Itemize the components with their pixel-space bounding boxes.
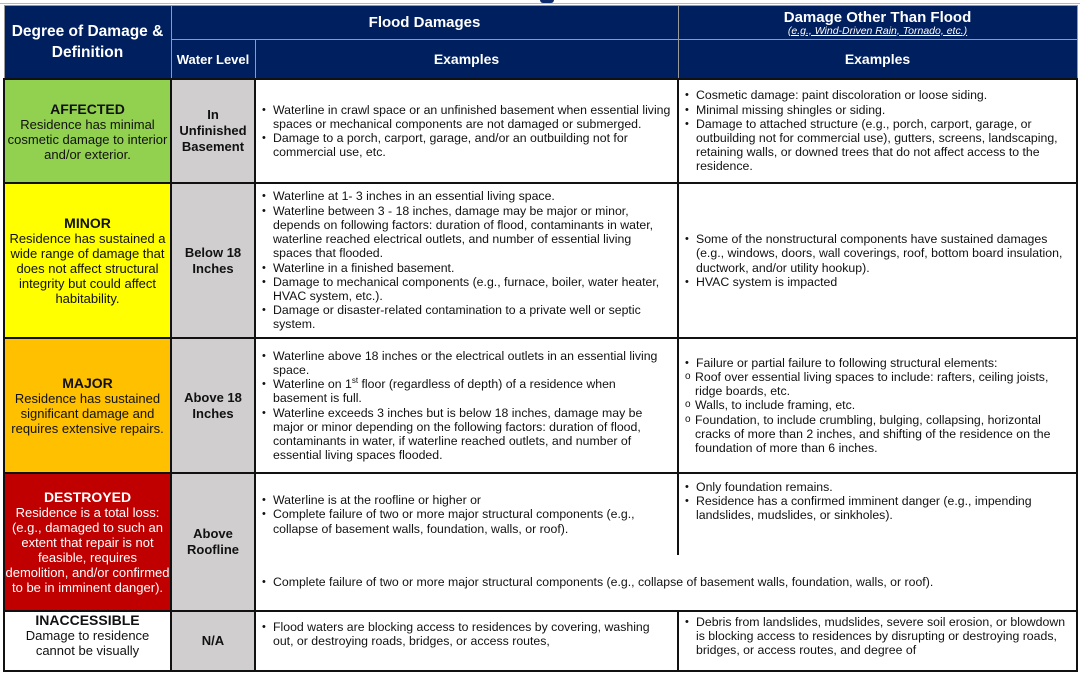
list-item: • Only foundation remains. bbox=[683, 480, 1072, 494]
sub-list-item: o Roof over essential living spaces to include: rafters, ceiling joists, ridge boards, etc. bbox=[683, 370, 1072, 398]
list-item: • Failure or partial failure to following structural elements: bbox=[683, 356, 1072, 370]
row-destroyed bbox=[4, 473, 1077, 555]
other-examples-minor bbox=[678, 183, 1077, 338]
header-flood-damages: Flood Damages bbox=[171, 6, 678, 40]
list-item: • Damage or disaster-related contamination to a private well or septic system. bbox=[260, 303, 673, 331]
list-item: • Waterline in crawl space or an unfinished basement when essential living spaces or mechanical components are not damaged or submerged. bbox=[260, 103, 673, 131]
list-item: • Debris from landslides, mudslides, severe soil erosion, or blowdown is blocking access to residences by disrupting or destroying roads, bridges, or access routes, and degree of bbox=[683, 615, 1072, 658]
list-item: • Waterline in a finished basement. bbox=[260, 261, 673, 275]
degree-title: AFFECTED bbox=[50, 100, 125, 117]
flood-examples-affected bbox=[255, 79, 678, 183]
list-item: • Waterline is at the roofline or higher or bbox=[260, 493, 673, 507]
header-other-examples: Examples bbox=[678, 40, 1077, 80]
both-examples-destroyed bbox=[255, 555, 1077, 611]
title-fragment bbox=[540, 0, 554, 3]
list-item: • Damage to attached structure (e.g., porch, carport, garage, or outbuilding not for commercial use), gutters, screens, landscaping, retaining walls, or downed trees that do not affect access to the residence. bbox=[683, 117, 1072, 174]
other-examples-inaccessible bbox=[678, 611, 1077, 671]
list-item: • Flood waters are blocking access to residences by covering, washing out, or destroying roads, bridges, or access routes, bbox=[260, 620, 673, 648]
degree-definition: Residence has minimal cosmetic damage to interior and/or exterior. bbox=[7, 116, 168, 162]
header-degree-of-damage: Degree of Damage & Definition bbox=[4, 6, 171, 80]
other-examples-destroyed bbox=[678, 473, 1077, 555]
degree-definition: Residence has sustained significant damage and requires extensive repairs. bbox=[11, 391, 164, 436]
header-other-title: Damage Other Than Flood bbox=[783, 8, 972, 26]
flood-examples-major bbox=[255, 338, 678, 473]
water-level-major: Above 18 Inches bbox=[171, 338, 255, 473]
degree-title: DESTROYED bbox=[43, 489, 132, 505]
water-level-minor: Below 18 Inches bbox=[171, 183, 255, 338]
row-major bbox=[4, 338, 1077, 473]
list-item: • Waterline between 3 - 18 inches, damage may be major or minor, depends on following factors: duration of flood, contaminants in water, waterline reached electrical outlets, and number of essential living spaces that flooded. bbox=[260, 204, 673, 261]
degree-title: INACCESSIBLE bbox=[35, 612, 140, 628]
water-level-inaccessible: N/A bbox=[171, 611, 255, 671]
list-item: • Some of the nonstructural components have sustained damages (e.g., windows, doors, wall coverings, roof, bottom board insulation, ductwork, and/or utility hookup). bbox=[683, 232, 1072, 275]
degree-affected bbox=[4, 79, 171, 183]
list-item: • Minimal missing shingles or siding. bbox=[683, 103, 1072, 117]
header-flood-examples: Examples bbox=[255, 40, 678, 80]
header-water-level: Water Level bbox=[171, 40, 255, 80]
row-inaccessible bbox=[4, 611, 1077, 671]
water-level-destroyed: Above Roofline bbox=[171, 473, 255, 611]
other-examples-major bbox=[678, 338, 1077, 473]
list-item: • Waterline at 1- 3 inches in an essential living space. bbox=[260, 189, 673, 203]
flood-examples-minor bbox=[255, 183, 678, 338]
row-affected bbox=[4, 79, 1077, 183]
page-top-rule bbox=[0, 0, 1080, 4]
degree-title: MAJOR bbox=[62, 375, 113, 391]
list-item: • HVAC system is impacted bbox=[683, 275, 1072, 289]
ordinal-suffix: st bbox=[351, 376, 359, 385]
list-item: • Complete failure of two or more major structural components (e.g., collapse of basement walls, foundation, walls, or roof). bbox=[260, 575, 1072, 589]
flood-examples-inaccessible bbox=[255, 611, 678, 671]
list-item: • Waterline above 18 inches or the electrical outlets in an essential living space. bbox=[260, 349, 673, 377]
degree-minor bbox=[4, 183, 171, 338]
list-item-text: Waterline on 1 bbox=[273, 377, 352, 392]
flood-examples-destroyed bbox=[255, 473, 678, 555]
sub-list-item: o Walls, to include framing, etc. bbox=[683, 398, 1072, 412]
list-item-text: floor (regardless of depth) of a residence when basement is full. bbox=[273, 377, 616, 406]
list-item: • Complete failure of two or more major structural components (e.g., collapse of basement walls, foundation, walls, or roof). bbox=[260, 507, 673, 535]
degree-definition: Residence is a total loss: (e.g., damaged to such an extent that repair is not feasible, requires demolition, and/or confirmed to be in imminent danger). bbox=[5, 505, 170, 595]
degree-major bbox=[4, 338, 171, 473]
degree-destroyed bbox=[4, 473, 171, 611]
water-level-affected: In Unfinished Basement bbox=[171, 79, 255, 183]
header-damage-other-than-flood bbox=[678, 6, 1077, 40]
list-item: • Cosmetic damage: paint discoloration or loose siding. bbox=[683, 88, 1072, 102]
list-item: • Residence has a confirmed imminent danger (e.g., impending landslides, mudslides, or sinkholes). bbox=[683, 494, 1072, 522]
other-examples-affected bbox=[678, 79, 1077, 183]
damage-assessment-table bbox=[3, 5, 1078, 672]
degree-inaccessible bbox=[4, 611, 171, 671]
list-item bbox=[260, 377, 673, 405]
sub-list-item: o Foundation, to include crumbling, bulging, collapsing, horizontal cracks of more than 2 inches, and shifting of the residence on the foundation of more than 6 inches. bbox=[683, 413, 1072, 456]
degree-definition: Damage to residence cannot be visually bbox=[25, 628, 150, 658]
list-item: • Damage to a porch, carport, garage, and/or an outbuilding not for commercial use, etc. bbox=[260, 131, 673, 159]
list-item: • Damage to mechanical components (e.g., furnace, boiler, water heater, HVAC system, etc.). bbox=[260, 275, 673, 303]
header-other-subtitle: (e.g., Wind-Driven Rain, Tornado, etc.) bbox=[787, 24, 968, 37]
degree-definition: Residence has sustained a wide range of damage that does not affect structural integrity but could affect habitability. bbox=[9, 231, 166, 306]
list-item: • Waterline exceeds 3 inches but is below 18 inches, damage may be major or minor depending on the following factors: duration of flood, contaminants in water, if waterline reached outlets, and number of essential living spaces flooded. bbox=[260, 406, 673, 463]
degree-title: MINOR bbox=[64, 215, 111, 231]
row-minor bbox=[4, 183, 1077, 338]
